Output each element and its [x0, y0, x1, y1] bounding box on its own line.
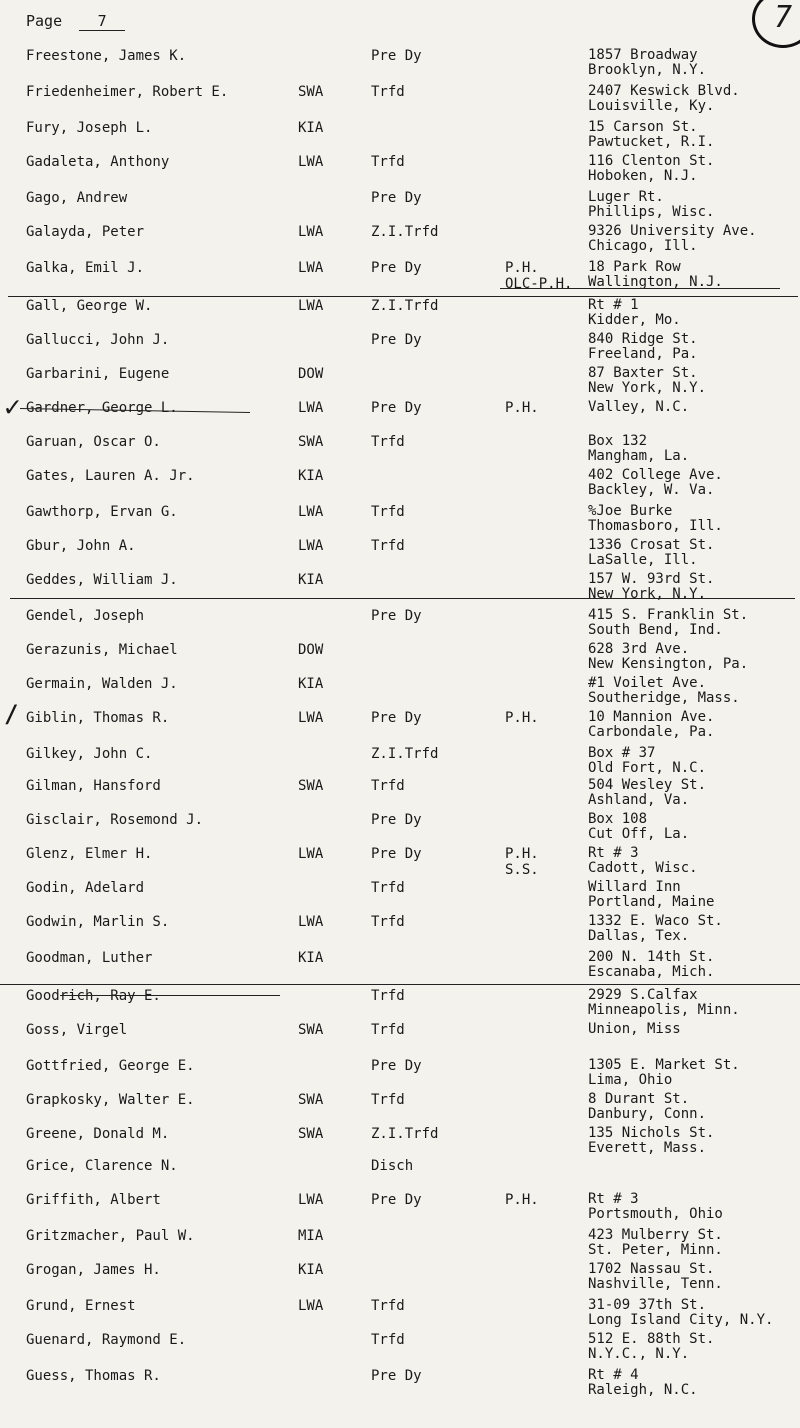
address — [588, 1298, 773, 1328]
person-name: Gendel, Joseph — [26, 608, 145, 624]
table-row — [0, 120, 800, 156]
table-row — [0, 1228, 800, 1264]
table-row — [0, 812, 800, 848]
address — [588, 608, 748, 638]
address-line-1: Union, Miss — [588, 1021, 681, 1037]
table-row — [0, 1262, 800, 1298]
address-line-2: Lima, Ohio — [588, 1072, 673, 1088]
address-line-1: %Joe Burke — [588, 503, 673, 519]
person-name: Glenz, Elmer H. — [26, 846, 153, 862]
address — [588, 1126, 714, 1156]
address-line-1: 157 W. 93rd St. — [588, 571, 715, 587]
person-name: Gritzmacher, Paul W. — [26, 1228, 195, 1244]
person-name: Galayda, Peter — [26, 224, 145, 240]
status-code: KIA — [298, 120, 324, 136]
disposition: Trfd — [371, 778, 405, 794]
address-line-1: 1702 Nassau St. — [588, 1261, 715, 1277]
status-code: SWA — [298, 778, 324, 794]
table-row — [0, 988, 800, 1024]
disposition: Disch — [371, 1158, 414, 1174]
disposition: Trfd — [371, 1332, 405, 1348]
address-line-1: 9326 University Ave. — [588, 223, 757, 239]
address — [588, 1022, 681, 1037]
person-name: Gadaleta, Anthony — [26, 154, 170, 170]
address-line-1: Box 108 — [588, 811, 648, 827]
disposition: Pre Dy — [371, 400, 422, 416]
person-name: Germain, Walden J. — [26, 676, 178, 692]
person-name: Gerazunis, Michael — [26, 642, 178, 658]
table-row — [0, 778, 800, 814]
status-code: LWA — [298, 298, 324, 314]
address-line-2: Minneapolis, Minn. — [588, 1002, 740, 1018]
address — [588, 468, 723, 498]
page-label: Page — [26, 12, 63, 30]
person-name: Guenard, Raymond E. — [26, 1332, 187, 1348]
person-name: Gisclair, Rosemond J. — [26, 812, 204, 828]
address-line-1: Willard Inn — [588, 879, 681, 895]
status-code: KIA — [298, 572, 324, 588]
disposition: Z.I.Trfd — [371, 298, 439, 314]
address — [588, 1058, 740, 1088]
address — [588, 538, 714, 568]
status-code: DOW — [298, 642, 324, 658]
check-mark: / — [4, 700, 19, 728]
address — [588, 1262, 723, 1292]
table-row — [0, 260, 800, 296]
person-name: Grund, Ernest — [26, 1298, 136, 1314]
address — [588, 914, 723, 944]
table-row — [0, 1368, 800, 1404]
address-line-2: Old Fort, N.C. — [588, 760, 707, 776]
address — [588, 48, 706, 78]
address — [588, 1368, 698, 1398]
address-line-1: Luger Rt. — [588, 189, 664, 205]
strike-line — [60, 995, 280, 996]
address — [588, 298, 681, 328]
address-line-2: Dallas, Tex. — [588, 928, 690, 944]
award-code: P.H. — [505, 1192, 539, 1208]
address-line-2: Ashland, Va. — [588, 792, 690, 808]
address — [588, 950, 714, 980]
address — [588, 778, 706, 808]
status-code: LWA — [298, 538, 324, 554]
table-row — [0, 154, 800, 190]
address-line-1: 10 Mannion Ave. — [588, 709, 715, 725]
disposition: Trfd — [371, 880, 405, 896]
table-row — [0, 1192, 800, 1228]
address-line-2: Brooklyn, N.Y. — [588, 62, 707, 78]
person-name: Guess, Thomas R. — [26, 1368, 161, 1384]
disposition: Pre Dy — [371, 812, 422, 828]
person-name: Gago, Andrew — [26, 190, 128, 206]
award-code: P.H. — [505, 400, 539, 416]
disposition: Pre Dy — [371, 48, 422, 64]
disposition: Pre Dy — [371, 1192, 422, 1208]
status-code: LWA — [298, 1192, 324, 1208]
address — [588, 224, 757, 254]
status-code: LWA — [298, 154, 324, 170]
address — [588, 1228, 723, 1258]
address-line-1: #1 Voilet Ave. — [588, 675, 707, 691]
address-line-1: 18 Park Row — [588, 259, 681, 275]
address — [588, 988, 740, 1018]
address-line-2: Everett, Mass. — [588, 1140, 707, 1156]
address — [588, 1192, 723, 1222]
disposition: Trfd — [371, 434, 405, 450]
address-line-2: Cut Off, La. — [588, 826, 690, 842]
strike-line — [500, 288, 780, 289]
person-name: Goodrich, Ray E. — [26, 988, 161, 1004]
address-line-1: 1336 Crosat St. — [588, 537, 715, 553]
table-row — [0, 1092, 800, 1128]
address-line-2: Portsmouth, Ohio — [588, 1206, 723, 1222]
person-name: Freestone, James K. — [26, 48, 187, 64]
address-line-2: Pawtucket, R.I. — [588, 134, 715, 150]
person-name: Gottfried, George E. — [26, 1058, 195, 1074]
table-row — [0, 608, 800, 644]
address — [588, 332, 698, 362]
table-row — [0, 880, 800, 916]
disposition: Trfd — [371, 988, 405, 1004]
page-number: 7 — [79, 12, 125, 31]
person-name: Goss, Virgel — [26, 1022, 128, 1038]
address-line-2: South Bend, Ind. — [588, 622, 723, 638]
person-name: Grice, Clarence N. — [26, 1158, 178, 1174]
table-row — [0, 642, 800, 678]
address-line-1: 2929 S.Calfax — [588, 987, 698, 1003]
address — [588, 746, 706, 776]
address-line-2: St. Peter, Minn. — [588, 1242, 723, 1258]
address-line-1: Box 132 — [588, 433, 648, 449]
address — [588, 880, 714, 910]
address — [588, 190, 714, 220]
disposition: Pre Dy — [371, 260, 422, 276]
table-row — [0, 504, 800, 540]
award-code: P.H. — [505, 846, 539, 862]
person-name: Garuan, Oscar O. — [26, 434, 161, 450]
status-code: KIA — [298, 950, 324, 966]
disposition: Trfd — [371, 154, 405, 170]
address-line-1: 402 College Ave. — [588, 467, 723, 483]
person-name: Gardner, George L. — [26, 400, 178, 416]
table-row — [0, 1058, 800, 1094]
circled-page-mark: 7 — [752, 0, 800, 48]
strike-line — [0, 984, 800, 985]
address-line-1: 2407 Keswick Blvd. — [588, 83, 740, 99]
status-code: LWA — [298, 260, 324, 276]
disposition: Pre Dy — [371, 1058, 422, 1074]
address — [588, 154, 714, 184]
table-row — [0, 538, 800, 574]
address — [588, 676, 740, 706]
address — [588, 434, 689, 464]
disposition: Z.I.Trfd — [371, 224, 439, 240]
address — [588, 846, 698, 876]
disposition: Z.I.Trfd — [371, 746, 439, 762]
address-line-1: 504 Wesley St. — [588, 777, 707, 793]
address-line-1: Box # 37 — [588, 745, 656, 761]
disposition: Trfd — [371, 84, 405, 100]
person-name: Greene, Donald M. — [26, 1126, 170, 1142]
table-row — [0, 48, 800, 84]
address — [588, 642, 748, 672]
table-row — [0, 400, 800, 436]
disposition: Z.I.Trfd — [371, 1126, 439, 1142]
table-row — [0, 298, 800, 334]
table-row — [0, 434, 800, 470]
address — [588, 400, 689, 415]
address-line-1: 87 Baxter St. — [588, 365, 698, 381]
address-line-1: 1332 E. Waco St. — [588, 913, 723, 929]
table-row — [0, 1022, 800, 1058]
person-name: Galka, Emil J. — [26, 260, 145, 276]
address — [588, 366, 706, 396]
address-line-2: Southeridge, Mass. — [588, 690, 740, 706]
address-line-1: 1857 Broadway — [588, 47, 698, 63]
address — [588, 84, 740, 114]
table-row — [0, 84, 800, 120]
status-code: LWA — [298, 224, 324, 240]
person-name: Gates, Lauren A. Jr. — [26, 468, 195, 484]
table-row — [0, 1298, 800, 1334]
disposition: Pre Dy — [371, 1368, 422, 1384]
award-code: P.H. — [505, 260, 539, 276]
address-line-1: 840 Ridge St. — [588, 331, 698, 347]
address-line-2: New York, N.Y. — [588, 586, 707, 602]
person-name: Goodman, Luther — [26, 950, 153, 966]
table-row — [0, 224, 800, 260]
table-row — [0, 676, 800, 712]
table-row — [0, 332, 800, 368]
address-line-2: Danbury, Conn. — [588, 1106, 707, 1122]
status-code: LWA — [298, 504, 324, 520]
disposition: Pre Dy — [371, 608, 422, 624]
disposition: Pre Dy — [371, 710, 422, 726]
address-line-1: 31-09 37th St. — [588, 1297, 707, 1313]
address-line-1: Valley, N.C. — [588, 399, 690, 415]
status-code: LWA — [298, 710, 324, 726]
status-code: LWA — [298, 1298, 324, 1314]
status-code: KIA — [298, 676, 324, 692]
person-name: Gall, George W. — [26, 298, 153, 314]
person-name: Geddes, William J. — [26, 572, 178, 588]
person-name: Giblin, Thomas R. — [26, 710, 170, 726]
table-row — [0, 1158, 800, 1194]
address-line-2: Kidder, Mo. — [588, 312, 681, 328]
address-line-1: 415 S. Franklin St. — [588, 607, 749, 623]
status-code: SWA — [298, 1126, 324, 1142]
person-name: Gbur, John A. — [26, 538, 136, 554]
person-name: Fury, Joseph L. — [26, 120, 153, 136]
address-line-1: 15 Carson St. — [588, 119, 698, 135]
status-code: SWA — [298, 1022, 324, 1038]
status-code: SWA — [298, 1092, 324, 1108]
person-name: Grapkosky, Walter E. — [26, 1092, 195, 1108]
status-code: DOW — [298, 366, 324, 382]
strike-line — [8, 296, 798, 297]
address — [588, 1092, 706, 1122]
address-line-2: LaSalle, Ill. — [588, 552, 698, 568]
table-row — [0, 366, 800, 402]
person-name: Griffith, Albert — [26, 1192, 161, 1208]
disposition: Trfd — [371, 538, 405, 554]
table-row — [0, 710, 800, 746]
address-line-2: Hoboken, N.J. — [588, 168, 698, 184]
page-header — [26, 12, 125, 31]
address-line-2: New York, N.Y. — [588, 380, 707, 396]
status-code: KIA — [298, 468, 324, 484]
address-line-2: N.Y.C., N.Y. — [588, 1346, 690, 1362]
disposition: Trfd — [371, 1298, 405, 1314]
address-line-2: Phillips, Wisc. — [588, 204, 715, 220]
award-code-secondary: S.S. — [505, 862, 539, 878]
person-name: Gawthorp, Ervan G. — [26, 504, 178, 520]
disposition: Pre Dy — [371, 190, 422, 206]
address-line-2: Mangham, La. — [588, 448, 690, 464]
table-row — [0, 468, 800, 504]
disposition: Trfd — [371, 1022, 405, 1038]
address-line-1: Rt # 1 — [588, 297, 639, 313]
address-line-1: Rt # 3 — [588, 1191, 639, 1207]
address-line-1: 200 N. 14th St. — [588, 949, 715, 965]
address-line-1: 1305 E. Market St. — [588, 1057, 740, 1073]
address — [588, 812, 689, 842]
address-line-1: 8 Durant St. — [588, 1091, 690, 1107]
address-line-2: Wallington, N.J. — [588, 274, 723, 290]
table-row — [0, 1126, 800, 1162]
address-line-2: Thomasboro, Ill. — [588, 518, 723, 534]
address-line-2: Carbondale, Pa. — [588, 724, 715, 740]
address-line-2: Raleigh, N.C. — [588, 1382, 698, 1398]
address-line-1: 512 E. 88th St. — [588, 1331, 715, 1347]
address-line-2: Chicago, Ill. — [588, 238, 698, 254]
person-name: Gilkey, John C. — [26, 746, 153, 762]
person-name: Godwin, Marlin S. — [26, 914, 170, 930]
check-mark: ✓ — [4, 390, 21, 423]
award-code-secondary: OLC-P.H. — [505, 276, 573, 292]
address-line-1: 628 3rd Ave. — [588, 641, 690, 657]
person-name: Gallucci, John J. — [26, 332, 170, 348]
address-line-1: 116 Clenton St. — [588, 153, 715, 169]
person-name: Godin, Adelard — [26, 880, 145, 896]
address — [588, 120, 714, 150]
disposition: Trfd — [371, 504, 405, 520]
award-code: P.H. — [505, 710, 539, 726]
address-line-2: Freeland, Pa. — [588, 346, 698, 362]
address-line-1: 135 Nichols St. — [588, 1125, 715, 1141]
status-code: LWA — [298, 846, 324, 862]
status-code: LWA — [298, 400, 324, 416]
disposition: Trfd — [371, 914, 405, 930]
address — [588, 710, 714, 740]
table-row — [0, 950, 800, 986]
address-line-2: Nashville, Tenn. — [588, 1276, 723, 1292]
table-row — [0, 190, 800, 226]
address — [588, 504, 723, 534]
address — [588, 260, 723, 290]
status-code: SWA — [298, 434, 324, 450]
table-row — [0, 1332, 800, 1368]
address-line-2: Escanaba, Mich. — [588, 964, 715, 980]
person-name: Garbarini, Eugene — [26, 366, 170, 382]
table-row — [0, 914, 800, 950]
person-name: Grogan, James H. — [26, 1262, 161, 1278]
disposition: Trfd — [371, 1092, 405, 1108]
table-row — [0, 846, 800, 882]
address — [588, 1332, 714, 1362]
person-name: Gilman, Hansford — [26, 778, 161, 794]
disposition: Pre Dy — [371, 846, 422, 862]
address-line-1: 423 Mulberry St. — [588, 1227, 723, 1243]
address-line-2: Cadott, Wisc. — [588, 860, 698, 876]
person-name: Friedenheimer, Robert E. — [26, 84, 229, 100]
address-line-1: Rt # 3 — [588, 845, 639, 861]
address-line-2: Backley, W. Va. — [588, 482, 715, 498]
address-line-2: New Kensington, Pa. — [588, 656, 749, 672]
status-code: LWA — [298, 914, 324, 930]
status-code: MIA — [298, 1228, 324, 1244]
status-code: SWA — [298, 84, 324, 100]
address-line-2: Portland, Maine — [588, 894, 715, 910]
address-line-1: Rt # 4 — [588, 1367, 639, 1383]
table-row — [0, 572, 800, 608]
address-line-2: Louisville, Ky. — [588, 98, 715, 114]
disposition: Pre Dy — [371, 332, 422, 348]
address-line-2: Long Island City, N.Y. — [588, 1312, 774, 1328]
strike-line — [10, 598, 795, 599]
status-code: KIA — [298, 1262, 324, 1278]
